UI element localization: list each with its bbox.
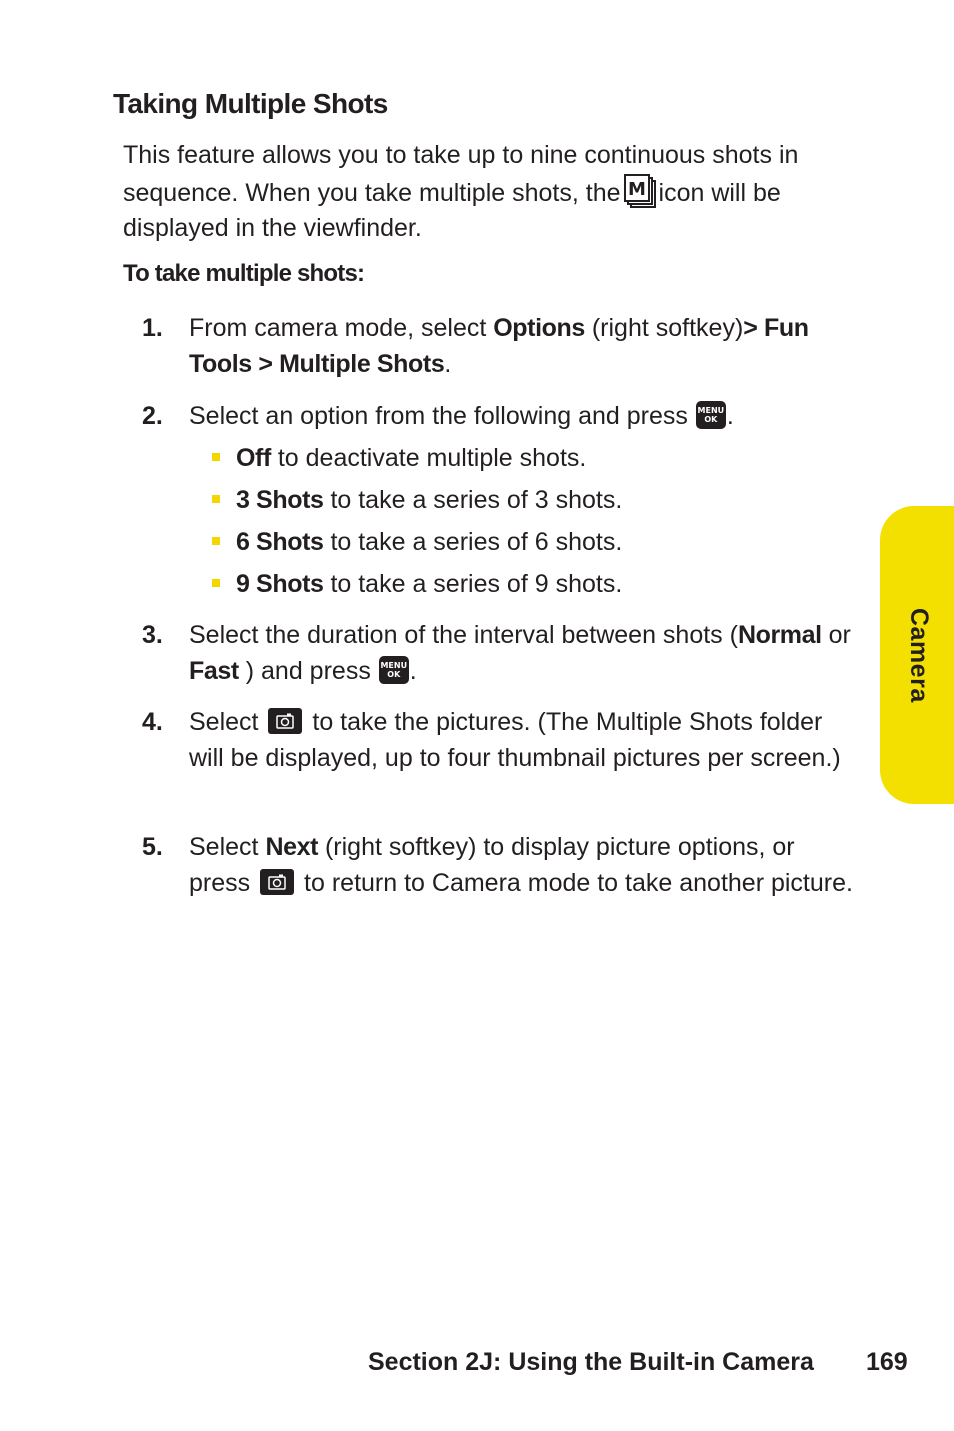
- option-label: 9 Shots: [236, 570, 324, 598]
- multiple-shots-icon-letter: M: [627, 179, 646, 200]
- bullet-icon: [212, 579, 220, 587]
- fast-label: Fast: [189, 657, 239, 685]
- multiple-shots-options-list: [212, 440, 812, 608]
- section-heading: Taking Multiple Shots: [113, 88, 388, 119]
- page-number: 169: [866, 1348, 908, 1376]
- camera-key-icon: [260, 869, 294, 895]
- next-label: Next: [265, 833, 319, 861]
- step-2: [142, 398, 862, 434]
- list-item: [212, 440, 812, 482]
- option-desc: to deactivate multiple shots.: [270, 444, 587, 472]
- step-text: .: [726, 402, 734, 430]
- option-label: 6 Shots: [236, 528, 324, 556]
- step-text: or: [821, 621, 851, 649]
- camera-key-icon: [268, 708, 302, 734]
- step-text: Select the duration of the interval between shots (: [189, 621, 738, 649]
- intro-paragraph: [123, 138, 863, 246]
- menu-ok-key-icon: [696, 401, 726, 429]
- step-text: (right softkey) to display picture options, or press: [189, 833, 795, 897]
- options-label: Options: [493, 314, 585, 342]
- multiple-shots-icon: [623, 173, 657, 209]
- step-text: From camera mode, select: [189, 314, 494, 342]
- normal-label: Normal: [737, 621, 822, 649]
- option-desc: to take a series of 6 shots.: [323, 528, 623, 556]
- option-label: Off: [236, 444, 271, 472]
- option-label: 3 Shots: [236, 486, 324, 514]
- step-text: (right softkey): [584, 314, 744, 342]
- step-text: Select: [189, 708, 259, 736]
- step-text: Select an option from the following and press: [189, 402, 688, 430]
- bullet-icon: [212, 495, 220, 503]
- step-number: 2.: [142, 402, 163, 430]
- menu-key-label: MENU: [697, 406, 725, 415]
- menu-key-label: MENU: [380, 661, 408, 670]
- footer-section-title: Section 2J: Using the Built-in Camera: [368, 1348, 814, 1376]
- step-5: [142, 829, 862, 901]
- list-item: [212, 566, 812, 608]
- step-1: [142, 310, 862, 382]
- step-number: 1.: [142, 314, 163, 342]
- side-tab-label: Camera: [905, 608, 933, 703]
- option-desc: to take a series of 9 shots.: [323, 570, 623, 598]
- step-number: 4.: [142, 708, 163, 736]
- step-text: Select: [189, 833, 266, 861]
- step-number: 5.: [142, 833, 163, 861]
- step-text: .: [444, 350, 452, 378]
- list-item: [212, 482, 812, 524]
- step-text: .: [409, 657, 417, 685]
- option-desc: to take a series of 3 shots.: [323, 486, 623, 514]
- list-item: [212, 524, 812, 566]
- step-3: [142, 617, 862, 689]
- step-4: [142, 704, 862, 776]
- procedure-subheading: To take multiple shots:: [123, 260, 365, 287]
- intro-text-2: icon will be displayed in the viewfinder.: [123, 179, 781, 242]
- step-number: 3.: [142, 621, 163, 649]
- ok-key-label: OK: [387, 670, 401, 679]
- menu-path: > Fun Tools > Multiple Shots: [189, 314, 809, 378]
- step-text: to take the pictures. (The Multiple Shots folder will be displayed, up to four thumbnail pictures per screen.): [189, 708, 841, 772]
- bullet-icon: [212, 537, 220, 545]
- intro-text-1: This feature allows you to take up to nine continuous shots in sequence. When you take multiple shots, the: [123, 141, 799, 207]
- step-text: ) and press: [238, 657, 371, 685]
- step-text: to return to Camera mode to take another picture.: [304, 869, 853, 897]
- ok-key-label: OK: [704, 415, 718, 424]
- menu-ok-key-icon: [379, 656, 409, 684]
- bullet-icon: [212, 453, 220, 461]
